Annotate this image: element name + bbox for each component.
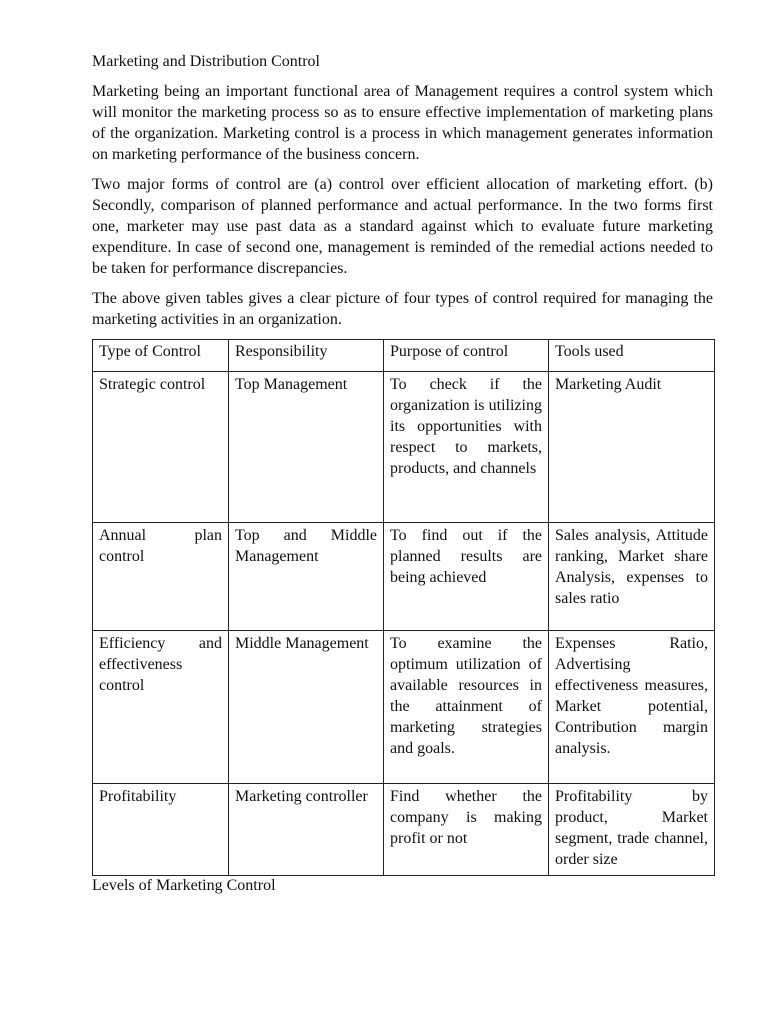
cell-tools: Profitability by product, Market segment, trade channel, order size (549, 784, 715, 876)
cell-type: Profitability (93, 784, 229, 876)
marketing-control-table (92, 339, 715, 876)
table-caption: Levels of Marketing Control (92, 877, 276, 894)
cell-purpose: To find out if the planned results are being achieved (384, 523, 549, 631)
header-type-of-control: Type of Control (93, 340, 229, 372)
cell-tools: Marketing Audit (549, 372, 715, 523)
header-purpose-of-control: Purpose of control (384, 340, 549, 372)
cell-purpose: To examine the optimum utilization of available resources in the attainment of marketing strategies and goals. (384, 631, 549, 784)
table-row (93, 631, 715, 784)
cell-responsibility: Middle Management (229, 631, 384, 784)
paragraph-intro: Marketing being an important functional area of Management requires a control system which will monitor the marketing process so as to ensure effective implementation of marketing plans of the organization. Marketing control is a process in which management generates information on marketing performance of the business concern. (92, 83, 713, 163)
header-tools-used: Tools used (549, 340, 715, 372)
table-row (93, 372, 715, 523)
cell-purpose: Find whether the company is making profit or not (384, 784, 549, 876)
cell-responsibility: Top and Middle Management (229, 523, 384, 631)
table-row (93, 784, 715, 876)
cell-tools: Sales analysis, Attitude ranking, Market share Analysis, expenses to sales ratio (549, 523, 715, 631)
document-page (92, 51, 713, 896)
cell-type: Strategic control (93, 372, 229, 523)
cell-tools: Expenses Ratio, Advertising effectiveness measures, Market potential, Contribution margin analysis. (549, 631, 715, 784)
document-title: Marketing and Distribution Control (92, 53, 320, 70)
paragraph-table-intro: The above given tables gives a clear picture of four types of control required for managing the marketing activities in an organization. (92, 290, 713, 328)
paragraph-forms-of-control: Two major forms of control are (a) control over efficient allocation of marketing effort. (b) Secondly, comparison of planned performance and actual performance. In the two forms first one, marketer may use past data as a standard against which to evaluate future marketing expenditure. In case of second one, management is reminded of the remedial actions needed to be taken for performance discrepancies. (92, 176, 713, 277)
cell-type: Annual plan control (93, 523, 229, 631)
header-responsibility: Responsibility (229, 340, 384, 372)
table-row (93, 523, 715, 631)
cell-purpose: To check if the organization is utilizing its opportunities with respect to markets, products, and channels (384, 372, 549, 523)
cell-responsibility: Top Management (229, 372, 384, 523)
cell-responsibility: Marketing controller (229, 784, 384, 876)
cell-type: Efficiency and effectiveness control (93, 631, 229, 784)
table-header-row (93, 340, 715, 372)
